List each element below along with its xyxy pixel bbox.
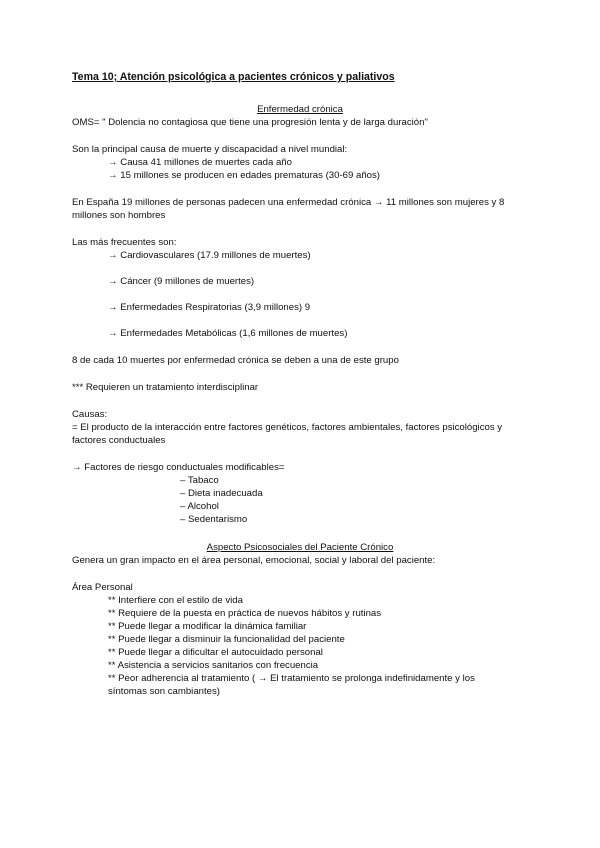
risk-item: – Dieta inadecuada	[180, 488, 263, 499]
impact-item: ** Peor adherencia al tratamiento ( → El tratamiento se prolonga indefinidamente y los	[108, 673, 475, 684]
frequent-item: → Cáncer (9 millones de muertes)	[108, 276, 255, 287]
risk-factors-intro: → Factores de riesgo conductuales modificables=	[72, 462, 285, 473]
frequent-item: → Cardiovasculares (17.9 millones de muertes)	[108, 250, 311, 261]
causes-product-line: factores conductuales	[72, 435, 166, 446]
cause-item: → Causa 41 millones de muertes cada año	[108, 157, 292, 168]
causes-product-line: = El producto de la interacción entre factores genéticos, factores ambientales, factores psicológicos y	[72, 422, 503, 433]
area-personal-label: Área Personal	[72, 582, 133, 593]
impact-item: ** Puede llegar a dificultar el autocuidado personal	[108, 647, 323, 658]
oms-definition: OMS= " Dolencia no contagiosa que tiene una progresión lenta y de larga duración"	[72, 117, 428, 128]
impact-item-continuation: síntomas son cambiantes)	[108, 686, 220, 697]
impact-item: ** Interfiere con el estilo de vida	[108, 595, 243, 606]
section-heading-psychosocial: Aspecto Psicosociales del Paciente Crónico	[206, 542, 394, 553]
risk-item: – Sedentarismo	[180, 514, 248, 525]
impact-item: ** Puede llegar a modificar la dinámica familiar	[108, 621, 307, 632]
frequent-item: → Enfermedades Metabólicas (1,6 millones de muertes)	[108, 328, 348, 339]
document-title: Tema 10; Atención psicológica a pacientes crónicos y paliativos	[72, 71, 395, 83]
spain-stat-line: millones son hombres	[72, 210, 166, 221]
psychosocial-intro: Genera un gran impacto en el área personal, emocional, social y laboral del paciente:	[72, 555, 436, 566]
section-heading-chronic-disease: Enfermedad crónica	[257, 104, 343, 115]
impact-item: ** Puede llegar a disminuir la funcionalidad del paciente	[108, 634, 345, 645]
interdisciplinary-note: *** Requieren un tratamiento interdisciplinar	[72, 382, 259, 393]
frequent-item: → Enfermedades Respiratorias (3,9 millones) 9	[108, 302, 311, 313]
eight-of-ten-statement: 8 de cada 10 muertes por enfermedad crónica se deben a una de este grupo	[72, 355, 399, 366]
causes-label: Causas:	[72, 409, 108, 420]
spain-stat-line: En España 19 millones de personas padecen una enfermedad crónica → 11 millones son mujeres y 8	[72, 197, 505, 208]
risk-item: – Tabaco	[180, 475, 219, 486]
risk-item: – Alcohol	[180, 501, 219, 512]
impact-item: ** Asistencia a servicios sanitarios con frecuencia	[108, 660, 319, 671]
frequent-intro: Las más frecuentes son:	[72, 237, 177, 248]
impact-item: ** Requiere de la puesta en práctica de nuevos hábitos y rutinas	[108, 608, 382, 619]
cause-item: → 15 millones se producen en edades prematuras (30-69 años)	[108, 170, 380, 181]
causes-intro: Son la principal causa de muerte y discapacidad a nivel mundial:	[72, 144, 348, 155]
